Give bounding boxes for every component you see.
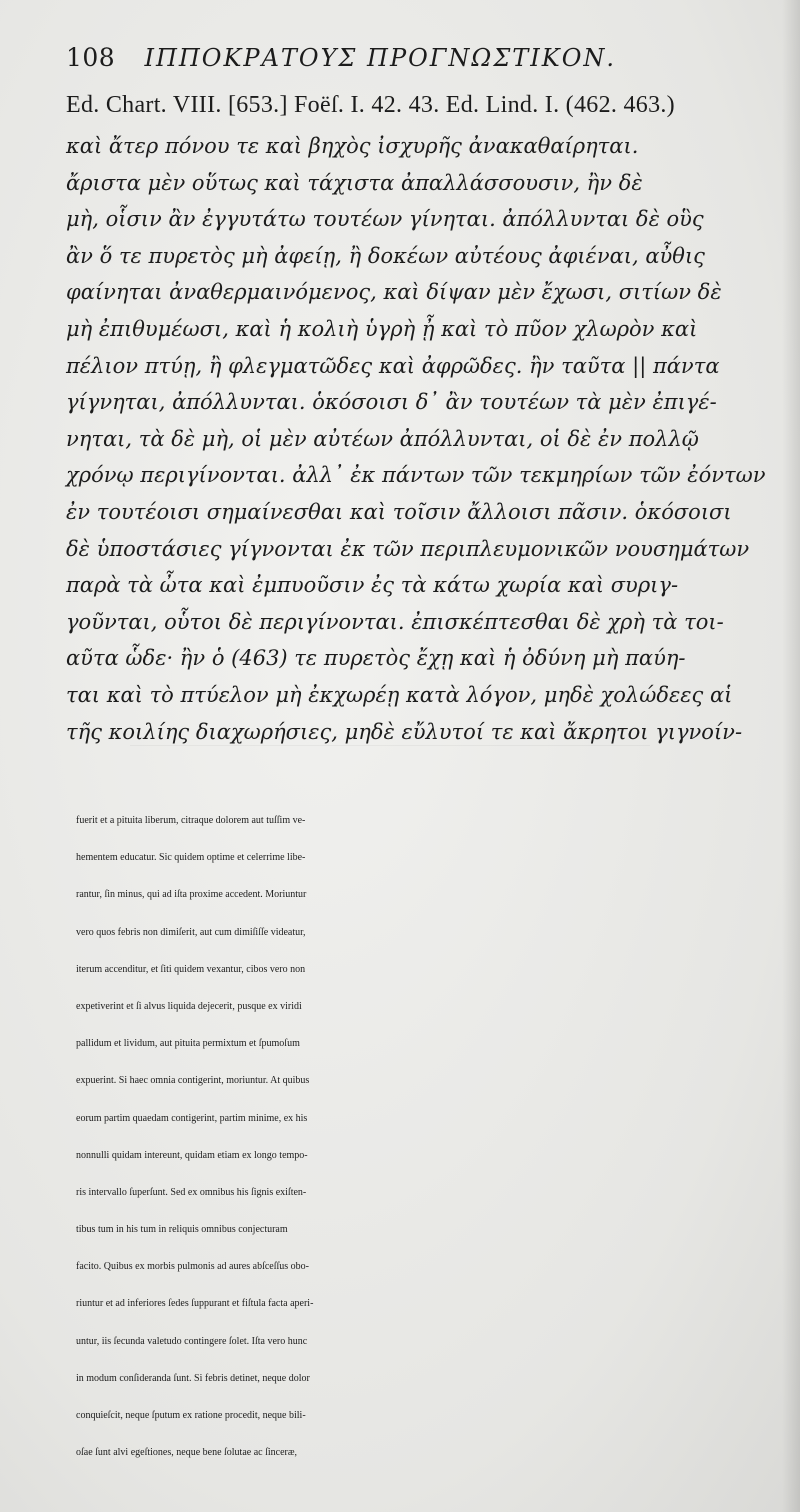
greek-text-block [66, 128, 790, 750]
latin-line: in modum conſideranda ſunt. Si febris detinet, neque dolor [76, 1372, 310, 1384]
latin-line: expuerint. Si haec omnia contigerint, moriuntur. At quibus [76, 1075, 310, 1087]
greek-line: φαίνηται ἀναθερμαινόμενος, καὶ δίψαν μὲν ἔχωσι, σιτίων δὲ [66, 280, 722, 305]
greek-line: τῆς κοιλίης διαχωρήσιες, μηδὲ εὔλυτοί τε καὶ ἄκρητοι γιγνοίν- [66, 719, 743, 744]
greek-line: γίγνηται, ἀπόλλυνται. ὁκόσοισι δ᾽ ἂν τουτέων τὰ μὲν ἐπιγέ- [66, 390, 717, 415]
latin-line: eorum partim quaedam contigerint, partim minime, ex his [76, 1112, 308, 1124]
greek-line: αῦτα ὧδε· ἢν ὁ (463) τε πυρετὸς ἔχῃ καὶ ἡ ὀδύνη μὴ παύη- [66, 646, 686, 671]
latin-line: tibus tum in his tum in reliquis omnibus conjecturam [76, 1224, 288, 1236]
latin-line: conquieſcit, neque ſputum ex ratione procedit, neque bili- [76, 1410, 306, 1421]
latin-line: hementem educatur. Sic quidem optime et celerrime libe- [76, 852, 306, 864]
latin-line: facito. Quibus ex morbis pulmonis ad aures abſceſſus obo- [76, 1261, 310, 1273]
greek-line: ἄριστα μὲν οὕτως καὶ τάχιστα ἀπαλλάσσουσιν, ἢν δὲ [66, 170, 643, 195]
latin-line: fuerit et a pituita liberum, citraque dolorem aut tuſſim ve- [76, 815, 306, 826]
latin-line: pallidum et lividum, aut pituita permixtum et ſpumoſum [76, 1038, 300, 1050]
greek-line: πέλιον πτύῃ, ἢ φλεγματῶδες καὶ ἀφρῶδες. ἢν ταῦτα || πάντα [66, 353, 720, 378]
greek-line: ἐν τουτέοισι σημαίνεσθαι καὶ τοῖσιν ἄλλοισι πᾶσιν. ὁκόσοισι [66, 499, 732, 524]
latin-line: rantur, ſin minus, qui ad iſta proxime accedent. Moriuntur [76, 889, 307, 901]
edition-reference: Ed. Chart. VIII. [653.] Foëſ. I. 42. 43. Ed. Lind. I. (462. 463.) [66, 92, 675, 118]
running-header [66, 42, 766, 92]
latin-line: vero quos febris non dimiſerit, aut cum dimiſiſſe videatur, [76, 926, 306, 938]
latin-line: untur, iis ſecunda valetudo contingere ſolet. Iſta vero hunc [76, 1335, 308, 1347]
bleed-through-shadow [130, 745, 650, 746]
greek-line: μὴ, οἷσιν ἂν ἐγγυτάτω τουτέων γίνηται. ἀπόλλυνται δὲ οὓς [66, 207, 704, 232]
greek-line: δὲ ὑποστάσιες γίγνονται ἐκ τῶν περιπλευμονικῶν νουσημάτων [66, 536, 750, 561]
greek-line: νηται, τὰ δὲ μὴ, οἱ μὲν αὐτέων ἀπόλλυνται, οἱ δὲ ἐν πολλῷ [66, 426, 699, 451]
greek-line: γοῦνται, οὗτοι δὲ περιγίνονται. ἐπισκέπτεσθαι δὲ χρὴ τὰ τοι- [66, 609, 724, 634]
page-number: 108 [66, 43, 116, 72]
greek-line: μὴ ἐπιθυμέωσι, καὶ ἡ κολιὴ ὑγρὴ ᾖ καὶ τὸ πῦον χλωρὸν καὶ [66, 316, 698, 341]
greek-line: χρόνῳ περιγίνονται. ἀλλ᾽ ἐκ πάντων τῶν τεκμηρίων τῶν ἐόντων [66, 463, 766, 488]
latin-line: ris intervallo ſuperſunt. Sed ex omnibus his ſignis exiſten- [76, 1186, 307, 1198]
latin-line: riuntur et ad inferiores ſedes ſuppurant et fiſtula facta aperi- [76, 1298, 314, 1310]
greek-line: ται καὶ τὸ πτύελον μὴ ἐκχωρέῃ κατὰ λόγον, μηδὲ χολώδεες αἱ [66, 682, 733, 707]
latin-line: iterum accenditur, et ſiti quidem vexantur, cibos vero non [76, 963, 306, 975]
greek-line: ἂν ὅ τε πυρετὸς μὴ ἀφείῃ, ἢ δοκέων αὐτέους ἀφιέναι, αὖθις [66, 243, 705, 268]
greek-line: καὶ ἄτερ πόνου τε καὶ βηχὸς ἰσχυρῆς ἀνακαθαίρηται. [66, 134, 639, 158]
latin-line: expetiverint et ſi alvus liquida dejecerit, pusque ex viridi [76, 1000, 302, 1012]
greek-line: παρὰ τὰ ὦτα καὶ ἐμπυοῦσιν ἐς τὰ κάτω χωρία καὶ συριγ- [66, 573, 679, 598]
latin-text-block [76, 802, 792, 1471]
latin-line: oſae ſunt alvi egeſtiones, neque bene ſolutae ac ſinceræ, [76, 1447, 298, 1459]
latin-line: nonnulli quidam intereunt, quidam etiam ex longo tempo- [76, 1149, 308, 1161]
running-title: ΙΠΠΟΚΡΑΤΟΥΣ ΠΡΟΓΝΩΣΤΙΚΟΝ. [144, 44, 617, 72]
